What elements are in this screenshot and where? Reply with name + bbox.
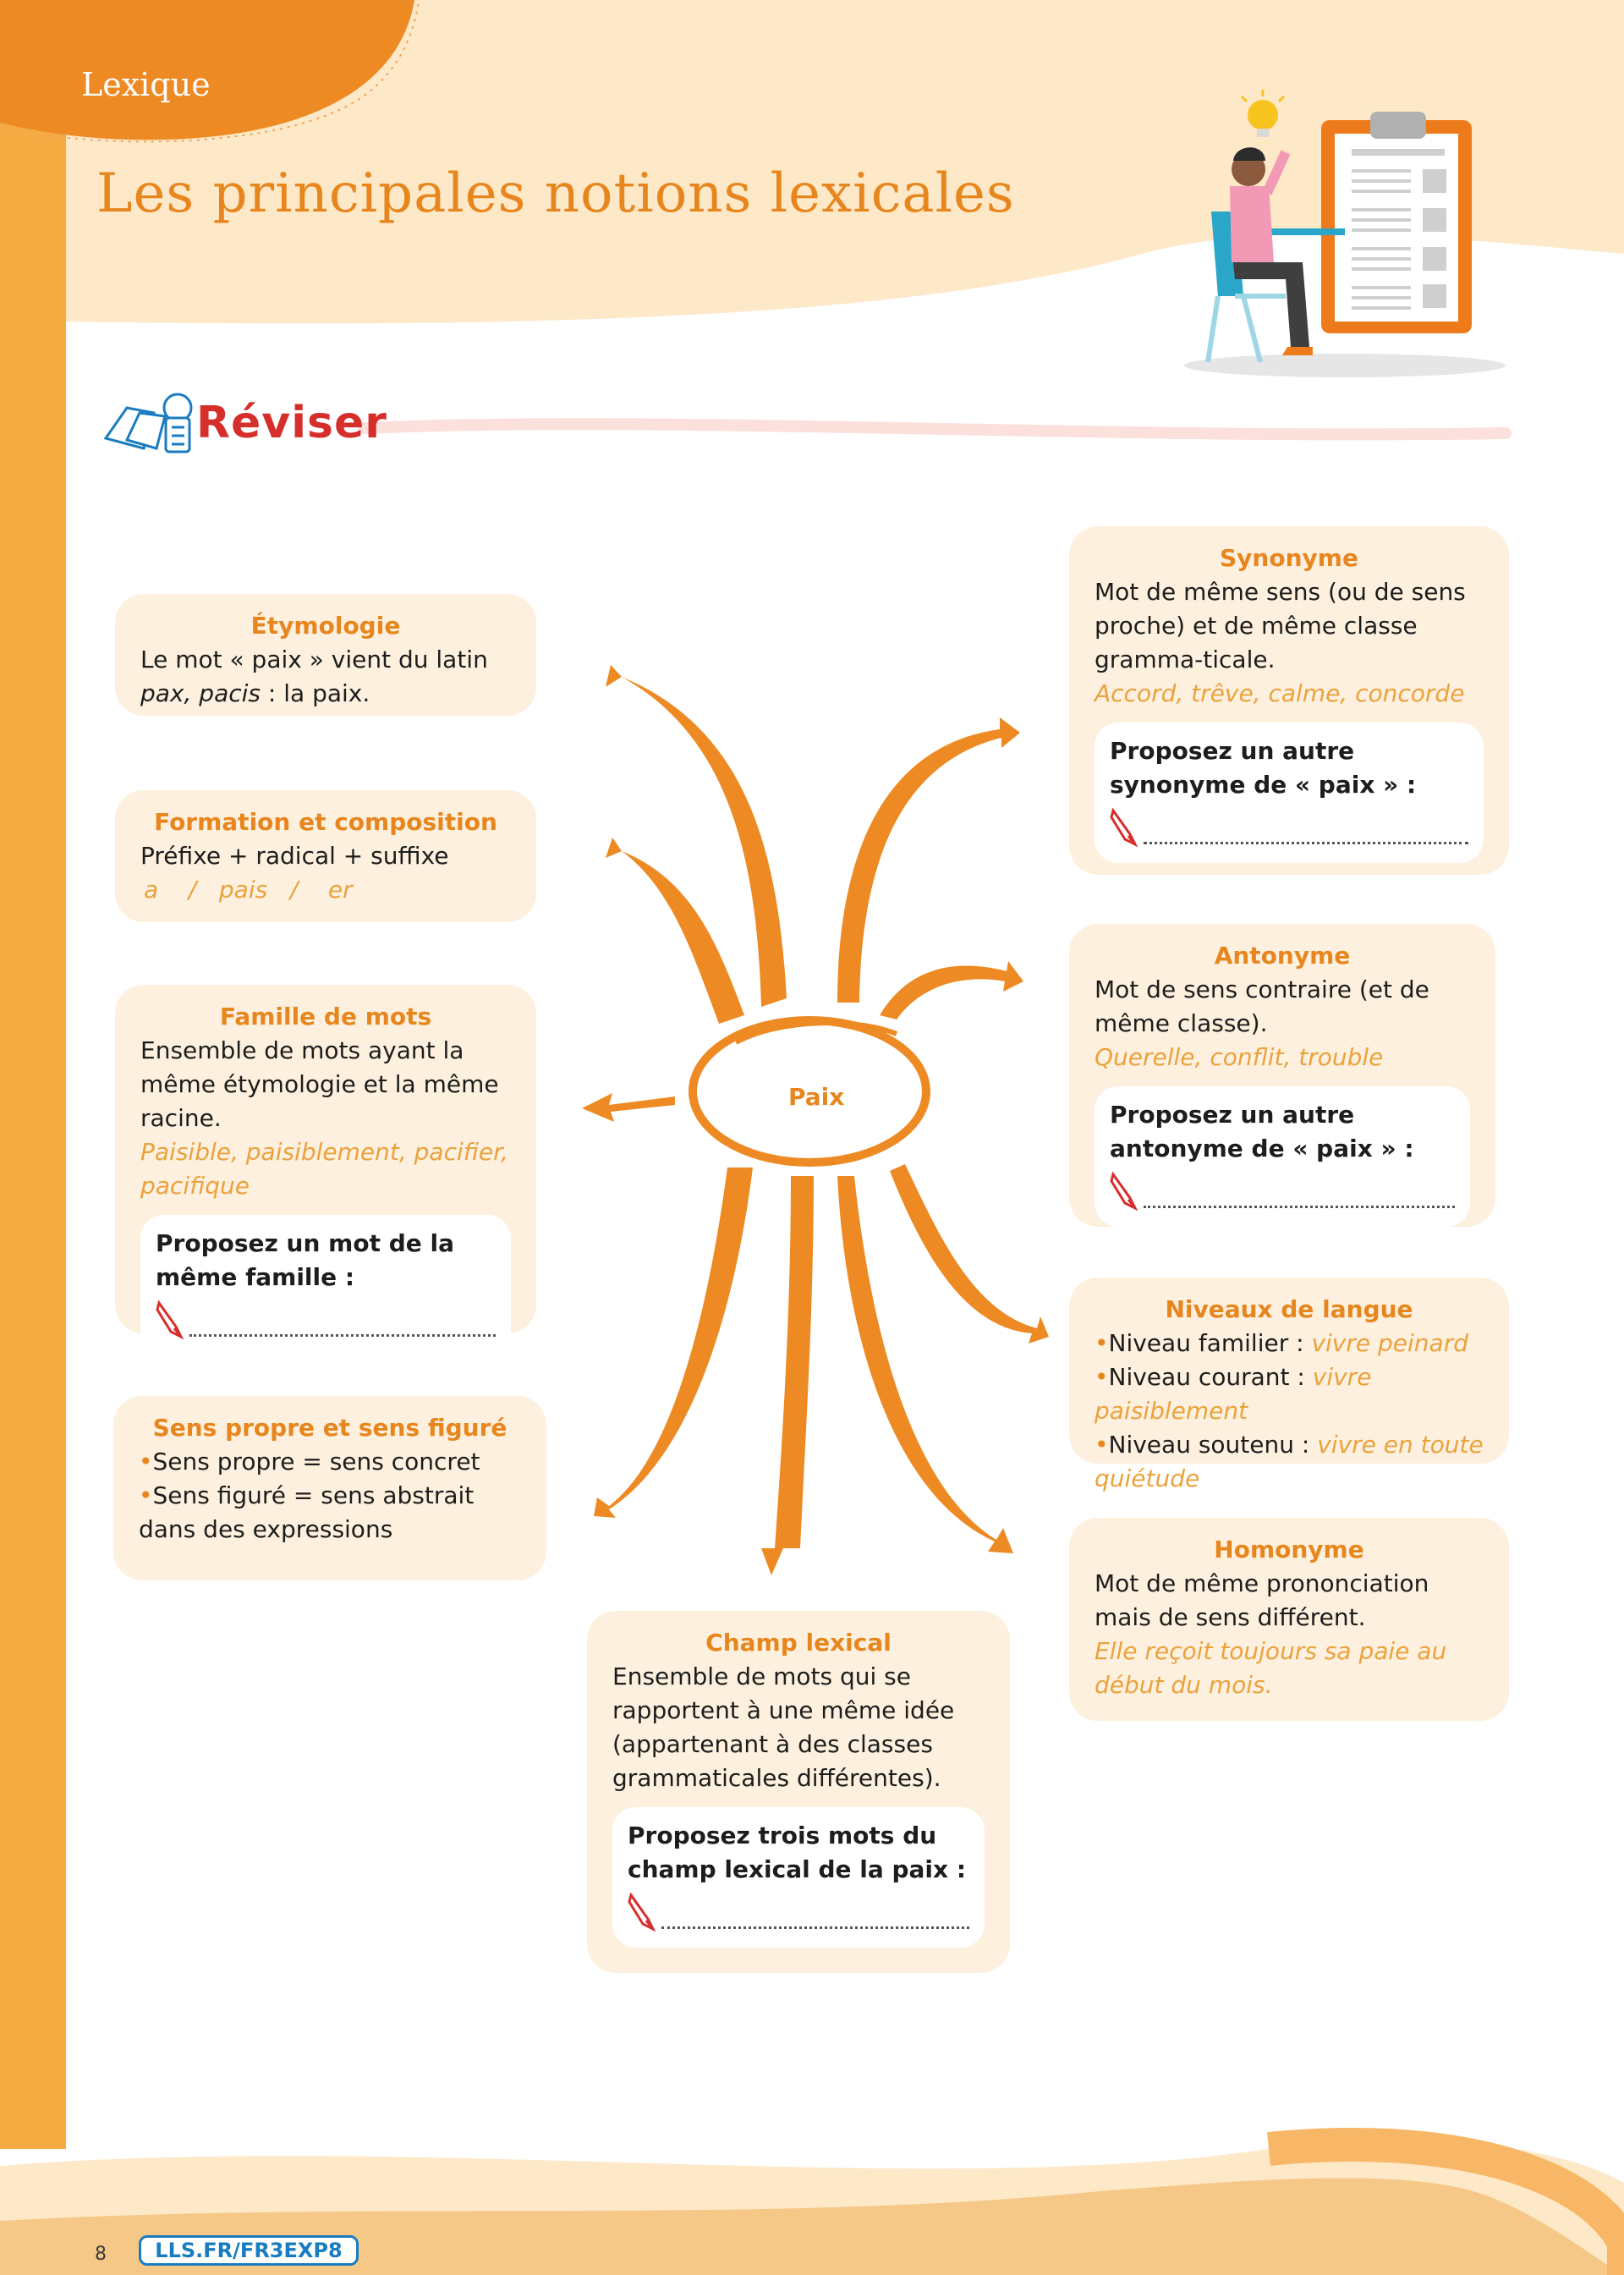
list-item-text: Sens propre = sens concret — [152, 1448, 480, 1475]
answer-field[interactable] — [1110, 802, 1468, 849]
card-famille — [115, 985, 536, 1333]
card-title: Niveaux de langue — [1165, 1295, 1413, 1323]
card-title: Synonyme — [1220, 544, 1358, 572]
card-sens — [113, 1396, 546, 1580]
answer-field[interactable] — [628, 1887, 969, 1934]
formation-example: a / pais / er — [144, 876, 353, 904]
card-title: Homonyme — [1214, 1536, 1364, 1563]
list-item-example: vivre paisiblement — [1095, 1363, 1372, 1425]
dotted-line — [1144, 841, 1468, 844]
question-box — [1095, 723, 1484, 863]
mindmap-arrows — [582, 665, 1049, 1575]
pencil-icon — [628, 1892, 660, 1934]
list-item-text: Sens figuré = sens abstrait dans des expressions — [139, 1481, 475, 1543]
card-title: Antonyme — [1214, 942, 1351, 970]
card-text: Ensemble de mots qui se rapportent à une même idée (appartenant à des classes grammaticales différentes). — [612, 1662, 955, 1792]
card-homonyme — [1069, 1518, 1509, 1721]
card-title: Formation et composition — [154, 808, 497, 836]
card-text: Mot de même prononciation mais de sens différent. — [1095, 1569, 1429, 1631]
url-link[interactable]: LLS.FR/FR3EXP8 — [139, 2235, 359, 2266]
revise-heading: Réviser — [196, 398, 387, 448]
card-examples: Accord, trêve, calme, concorde — [1095, 679, 1465, 707]
dotted-line — [661, 1926, 969, 1929]
card-text: Le mot « paix » vient du latin — [140, 646, 488, 673]
question-box — [612, 1807, 985, 1948]
latin-word: pax, pacis — [140, 679, 261, 707]
card-synonyme — [1069, 526, 1509, 875]
left-bar — [0, 102, 66, 2149]
list-item: •Niveau soutenu : vivre en toute quiétude — [1095, 1431, 1484, 1492]
card-text: Ensemble de mots ayant la même étymologie et la même racine. — [140, 1036, 499, 1132]
revise-notebook-icon — [106, 394, 191, 452]
question-box — [1095, 1086, 1470, 1227]
list-item-label: Niveau courant : — [1108, 1363, 1313, 1391]
list-item: •Sens figuré = sens abstrait dans des expressions — [139, 1481, 475, 1543]
list-item: •Sens propre = sens concret — [139, 1448, 480, 1475]
pencil-icon — [1110, 1171, 1142, 1213]
card-champ-lexical — [587, 1611, 1010, 1973]
card-title: Famille de mots — [219, 1003, 432, 1030]
card-title: Sens propre et sens figuré — [152, 1414, 508, 1442]
card-title: Étymologie — [250, 612, 401, 640]
answer-field[interactable] — [1110, 1166, 1455, 1213]
card-text — [140, 677, 511, 711]
card-text: Préfixe + radical + suffixe — [140, 842, 449, 870]
list-item: •Niveau familier : vivre peinard — [1095, 1329, 1468, 1357]
card-formation — [115, 790, 536, 922]
dotted-line — [1144, 1205, 1455, 1208]
question-text: Proposez un autre antonyme de « paix » : — [1110, 1101, 1414, 1162]
card-niveaux — [1069, 1278, 1509, 1492]
page-number: 8 — [95, 2244, 107, 2265]
card-text: Mot de même sens (ou de sens proche) et de même classe gramma-ticale. — [1095, 578, 1466, 673]
card-text-rest: : la paix. — [261, 679, 370, 707]
dotted-line — [189, 1333, 496, 1337]
card-examples: Paisible, paisiblement, pacifier, pacifique — [140, 1138, 508, 1200]
card-title: Champ lexical — [705, 1629, 892, 1657]
card-text: Mot de sens contraire (et de même classe). — [1095, 975, 1429, 1037]
section-tag: Lexique — [81, 66, 211, 103]
mindmap-center: Paix — [788, 1083, 845, 1111]
list-item-example: vivre peinard — [1311, 1329, 1468, 1357]
pencil-icon — [1110, 807, 1142, 849]
card-examples: Querelle, conflit, trouble — [1095, 1043, 1384, 1071]
revise-underline — [364, 424, 1506, 434]
card-examples: Elle reçoit toujours sa paie au début du mois. — [1095, 1637, 1447, 1699]
card-antonyme — [1069, 924, 1495, 1227]
question-text: Proposez un autre synonyme de « paix » : — [1110, 737, 1417, 799]
list-item-label: Niveau familier : — [1108, 1329, 1312, 1357]
answer-field[interactable] — [156, 1294, 496, 1342]
page-title: Les principales notions lexicales — [96, 162, 1015, 225]
card-etymologie — [115, 594, 536, 716]
question-text: Proposez trois mots du champ lexical de la paix : — [628, 1822, 967, 1883]
question-box — [140, 1215, 511, 1355]
list-item-label: Niveau soutenu : — [1108, 1431, 1318, 1459]
list-item: •Niveau courant : vivre paisiblement — [1095, 1363, 1372, 1425]
question-text: Proposez un mot de la même famille : — [156, 1229, 454, 1291]
list-item-example: vivre en toute quiétude — [1095, 1431, 1484, 1492]
pencil-icon — [156, 1300, 188, 1342]
